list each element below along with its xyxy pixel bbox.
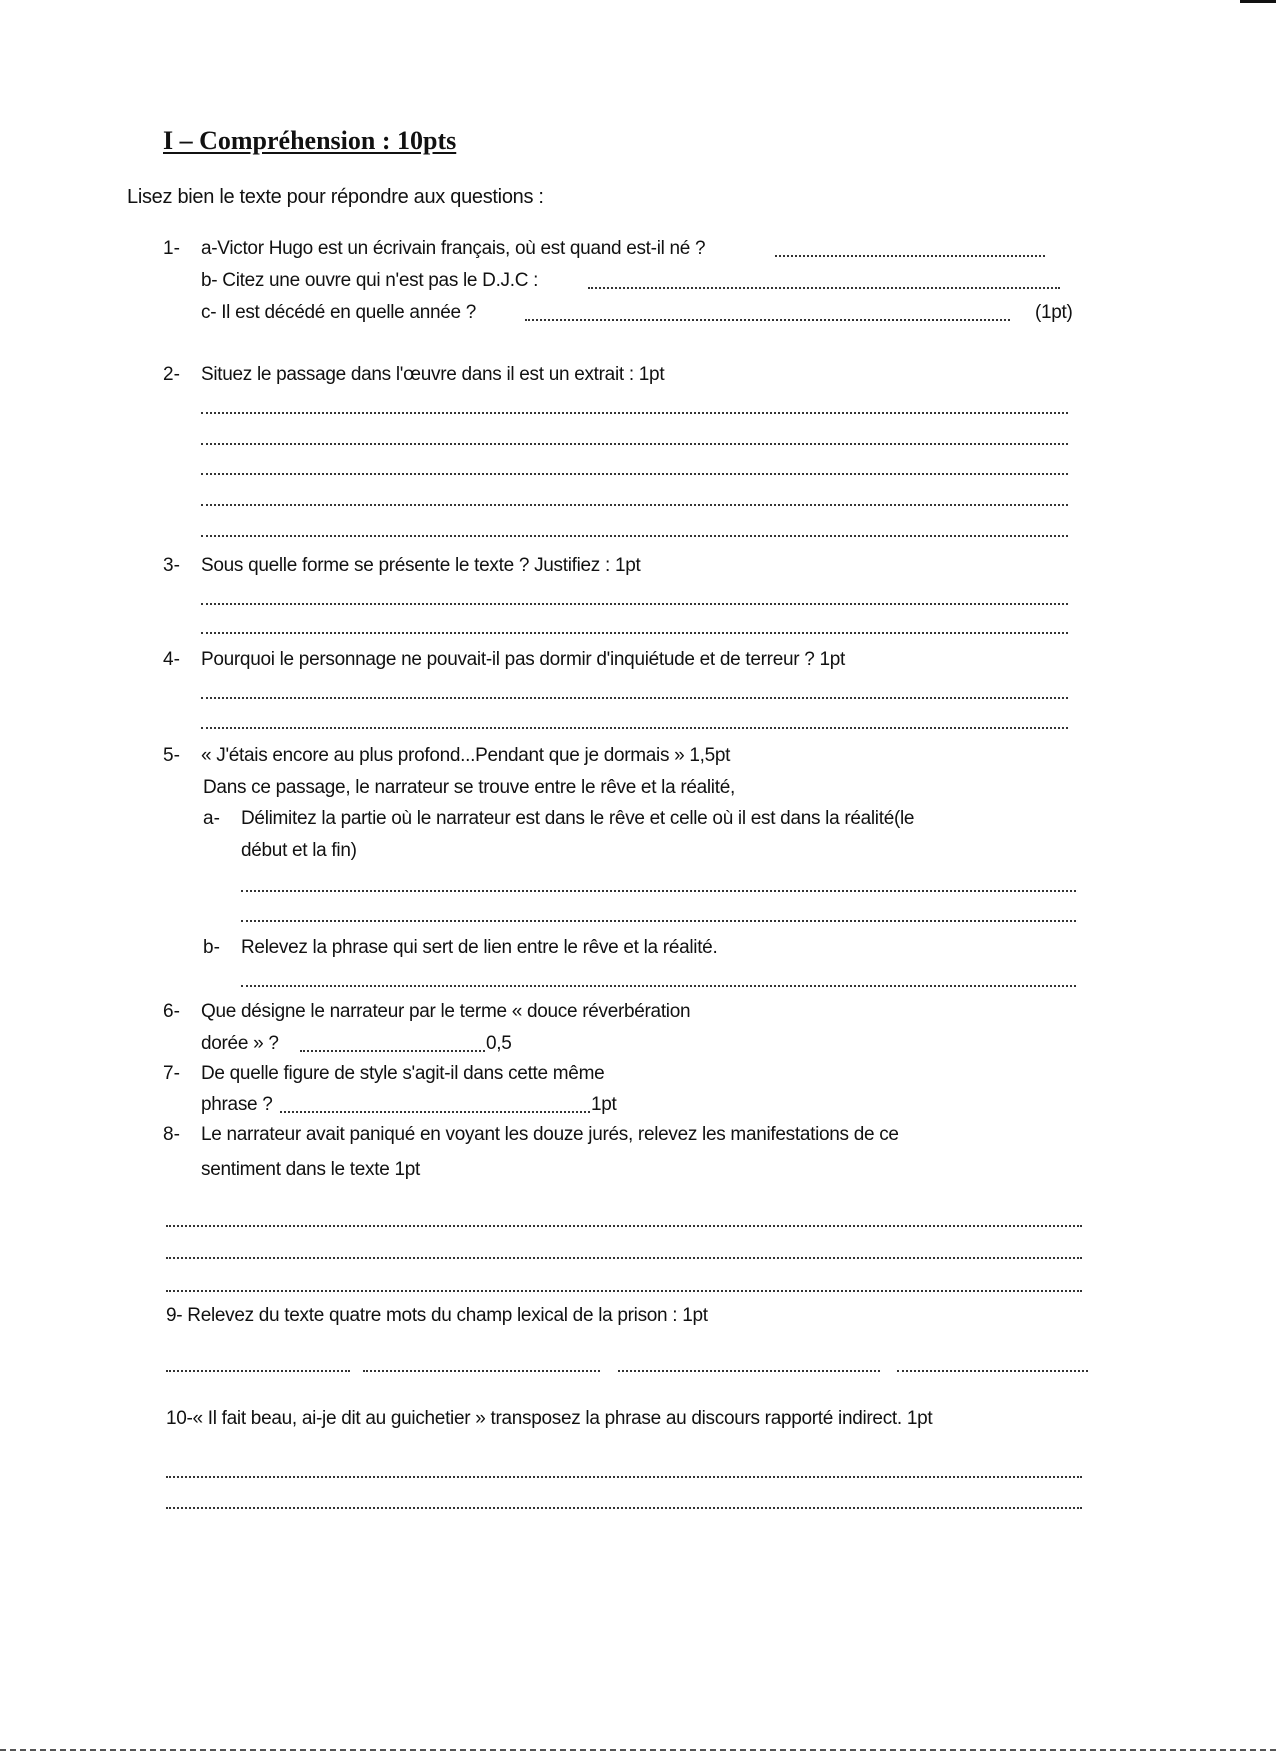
question-5b-label: b- bbox=[203, 937, 220, 958]
question-5a-cont: début et la fin) bbox=[241, 840, 357, 861]
answer-line[interactable] bbox=[201, 443, 1068, 445]
question-10: 10-« Il fait beau, ai-je dit au guichetier » transposez la phrase au discours rapporté indirect. 1pt bbox=[166, 1408, 933, 1429]
question-1b: b- Citez une ouvre qui n'est pas le D.J.C : bbox=[201, 270, 539, 291]
question-2-number: 2- bbox=[163, 364, 180, 385]
question-9: 9- Relevez du texte quatre mots du champ lexical de la prison : 1pt bbox=[166, 1305, 708, 1326]
answer-line[interactable] bbox=[241, 890, 1076, 892]
answer-line[interactable] bbox=[166, 1476, 1082, 1478]
answer-line[interactable] bbox=[897, 1370, 1088, 1372]
question-6-number: 6- bbox=[163, 1001, 180, 1022]
question-3-number: 3- bbox=[163, 555, 180, 576]
section-title: I – Compréhension : 10pts bbox=[163, 126, 457, 155]
answer-line[interactable] bbox=[280, 1111, 590, 1113]
question-2: Situez le passage dans l'œuvre dans il est un extrait : 1pt bbox=[201, 364, 665, 385]
answer-line[interactable] bbox=[775, 255, 1045, 257]
answer-line[interactable] bbox=[201, 697, 1068, 699]
page-bottom-edge bbox=[0, 1749, 1276, 1751]
question-1-number: 1- bbox=[163, 238, 180, 259]
answer-line[interactable] bbox=[241, 985, 1076, 987]
answer-line[interactable] bbox=[166, 1290, 1082, 1292]
question-6-points: 0,5 bbox=[486, 1033, 512, 1054]
question-1c: c- Il est décédé en quelle année ? bbox=[201, 302, 477, 323]
question-7-number: 7- bbox=[163, 1063, 180, 1084]
question-7-cont: phrase ? bbox=[201, 1094, 273, 1115]
question-5a-label: a- bbox=[203, 808, 220, 829]
answer-line[interactable] bbox=[166, 1257, 1082, 1259]
question-5: « J'étais encore au plus profond...Pendant que je dormais » 1,5pt bbox=[201, 745, 731, 766]
question-1-points: (1pt) bbox=[1035, 302, 1073, 323]
answer-line[interactable] bbox=[201, 535, 1068, 537]
answer-line[interactable] bbox=[201, 727, 1068, 729]
question-3: Sous quelle forme se présente le texte ? Justifiez : 1pt bbox=[201, 555, 641, 576]
instructions: Lisez bien le texte pour répondre aux questions : bbox=[127, 186, 544, 208]
question-5-context: Dans ce passage, le narrateur se trouve entre le rêve et la réalité, bbox=[203, 777, 735, 798]
question-7: De quelle figure de style s'agit-il dans cette même bbox=[201, 1063, 605, 1084]
question-4: Pourquoi le personnage ne pouvait-il pas dormir d'inquiétude et de terreur ? 1pt bbox=[201, 649, 845, 670]
question-8: Le narrateur avait paniqué en voyant les douze jurés, relevez les manifestations de ce bbox=[201, 1124, 899, 1145]
answer-line[interactable] bbox=[201, 473, 1068, 475]
answer-line[interactable] bbox=[241, 920, 1076, 922]
answer-line[interactable] bbox=[166, 1225, 1082, 1227]
answer-line[interactable] bbox=[166, 1370, 350, 1372]
answer-line[interactable] bbox=[363, 1370, 600, 1372]
question-5-number: 5- bbox=[163, 745, 180, 766]
question-6-cont: dorée » ? bbox=[201, 1033, 279, 1054]
question-8-number: 8- bbox=[163, 1124, 180, 1145]
answer-line[interactable] bbox=[300, 1050, 485, 1052]
question-4-number: 4- bbox=[163, 649, 180, 670]
answer-line[interactable] bbox=[166, 1507, 1082, 1509]
question-7-points: 1pt bbox=[591, 1094, 617, 1115]
scan-edge-mark bbox=[1240, 0, 1276, 3]
answer-line[interactable] bbox=[201, 504, 1068, 506]
question-6: Que désigne le narrateur par le terme « douce réverbération bbox=[201, 1001, 691, 1022]
answer-line[interactable] bbox=[588, 287, 1060, 289]
question-8-cont: sentiment dans le texte 1pt bbox=[201, 1159, 420, 1180]
question-5b: Relevez la phrase qui sert de lien entre le rêve et la réalité. bbox=[241, 937, 718, 958]
answer-line[interactable] bbox=[618, 1370, 880, 1372]
answer-line[interactable] bbox=[201, 412, 1068, 414]
answer-line[interactable] bbox=[525, 319, 1010, 321]
question-5a: Délimitez la partie où le narrateur est dans le rêve et celle où il est dans la réalité(le bbox=[241, 808, 915, 829]
question-1a: a-Victor Hugo est un écrivain français, où est quand est-il né ? bbox=[201, 238, 706, 259]
answer-line[interactable] bbox=[201, 632, 1068, 634]
answer-line[interactable] bbox=[201, 603, 1068, 605]
